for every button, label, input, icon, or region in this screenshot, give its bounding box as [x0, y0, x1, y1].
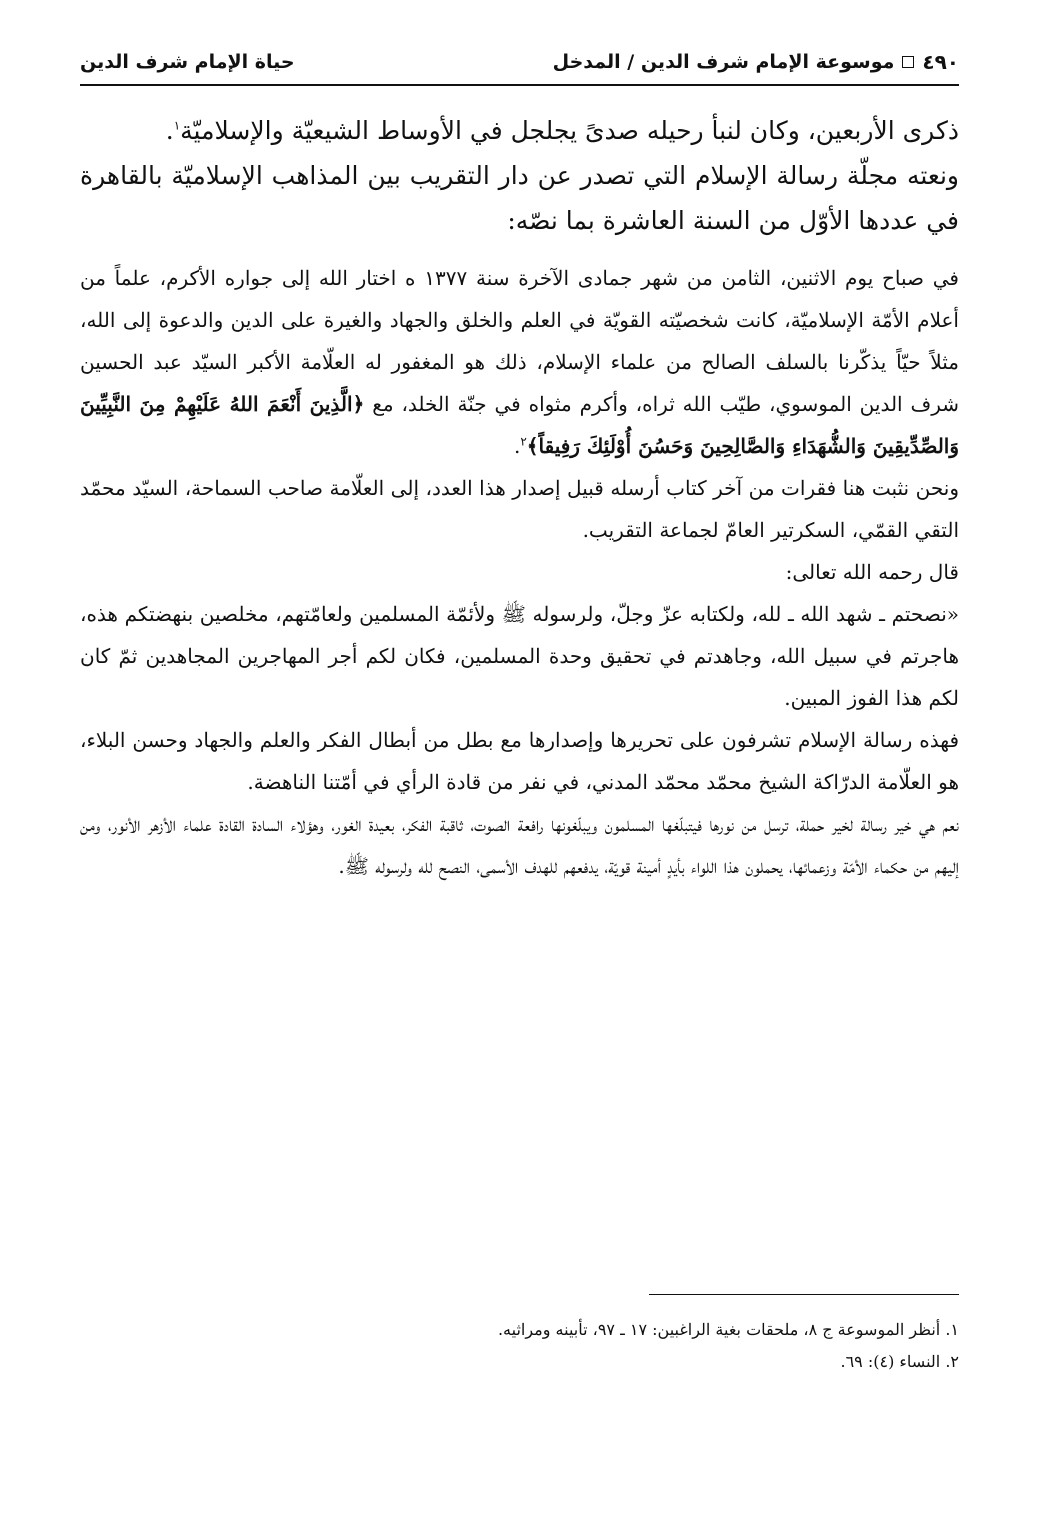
square-ornament-icon — [902, 56, 914, 68]
section-title: حياة الإمام شرف الدين — [80, 51, 295, 73]
quoted-text — [80, 257, 959, 887]
body-paragraph: قال رحمه الله تعالى: — [785, 560, 959, 584]
footnote: ٢. النساء (٤): ٦٩. — [840, 1352, 959, 1371]
lead-text — [80, 108, 959, 243]
header-right — [553, 50, 959, 74]
body-paragraph: ونحن نثبت هنا فقرات من آخر كتاب أرسله قبيل إصدار هذا العدد، إلى العلّامة صاحب السماحة، السيّد محمّد التقي القمّي، السكرتير العامّ لجماعة التقريب. — [80, 476, 959, 542]
body-paragraph: فهذه رسالة الإسلام تشرفون على تحريرها وإصدارها مع بطل من أبطال الفكر والعلم والجهاد وحسن البلاء، هو العلّامة الدرّاكة الشيخ محمّد محمّد المدني، في نفر من قادة الرأي في أمّتنا الناهضة. — [80, 728, 959, 794]
quran-verse: ﴿الَّذِينَ أَنْعَمَ اللهُ عَلَيْهِمْ مِنَ النَّبِيِّينَ وَالصِّدِّيقِينَ وَالشُّهَدَاءِ وَالصَّالِحِينَ وَحَسُنَ أُوْلَئِكَ رَفِيقاً﴾ — [80, 392, 959, 458]
footnote-separator — [649, 1294, 959, 1295]
footnote-ref: ١ — [173, 118, 181, 133]
footnote: ١. أنظر الموسوعة ج ٨، ملحقات بغية الراغبين: ١٧ ـ ٩٧، تأبينه ومراثيه. — [497, 1320, 959, 1339]
page-body — [80, 108, 959, 887]
body-paragraph: نعم هي خير رسالة لخير حملة، ترسل من نورها فيتبلّغها المسلمون ويبلّغونها رافعة الصوت، ثاقبة الفكر، بعيدة الغور، وهؤلاء السادة القادة علماء الأزهر الأنور، ومن إليهم من حكماء الأمّة وزعمائها، يحملون هذا اللواء بأيدٍ أمينة قويّة، يدفعهم للهدف الأسمى، النصح لله ولرسوله ﷺ. — [80, 812, 959, 878]
footnote-ref: ٢ — [520, 434, 527, 449]
book-title: موسوعة الإمام شرف الدين / المدخل — [552, 51, 895, 73]
running-header — [80, 40, 959, 86]
lead-paragraph: ذكرى الأربعين، وكان لنبأ رحيله صدىً يجلجل في الأوساط الشيعيّة والإسلاميّة$^١$. — [165, 116, 959, 145]
footnotes — [80, 1314, 959, 1378]
lead-paragraph: ونعته مجلّة رسالة الإسلام التي تصدر عن دار التقريب بين المذاهب الإسلاميّة بالقاهرة في عددها الأوّل من السنة العاشرة بما نصّه: — [80, 161, 959, 235]
body-paragraph: «نصحتم ـ شهد الله ـ لله، ولكتابه عزّ وجلّ، ولرسوله ﷺ ولأئمّة المسلمين ولعامّتهم، مخلصين بنهضتكم هذه، هاجرتم في سبيل الله، وجاهدتم في تحقيق وحدة المسلمين، فكان لكم أجر المهاجرين المجاهدين ثمّ كان لكم هذا الفوز المبين. — [80, 602, 959, 710]
quote-paragraph: في صباح يوم الاثنين، الثامن من شهر جمادى الآخرة سنة ١٣٧٧ ه اختار الله إلى جواره الأكرم، علماً من أعلام الأمّة الإسلاميّة، كانت شخصيّته القويّة في العلم والخلق والجهاد والغيرة على الدين والدعوة إلى الله، مثلاً حيّاً يذكّرنا بالسلف الصالح من علماء الإسلام، ذلك هو المغفور له العلّامة الأكبر السيّد عبد الحسين شرف الدين الموسوي، طيّب الله ثراه، وأكرم مثواه في جنّة الخلد، مع ﴿الَّذِينَ أَنْعَمَ اللهُ عَلَيْهِمْ مِنَ النَّبِيِّينَ وَالصِّدِّيقِينَ وَالشُّهَدَاءِ وَالصَّالِحِينَ وَحَسُنَ أُوْلَئِكَ رَفِيقاً﴾$^٢$. — [80, 266, 960, 458]
page-number: ٤٩٠ — [922, 50, 959, 74]
